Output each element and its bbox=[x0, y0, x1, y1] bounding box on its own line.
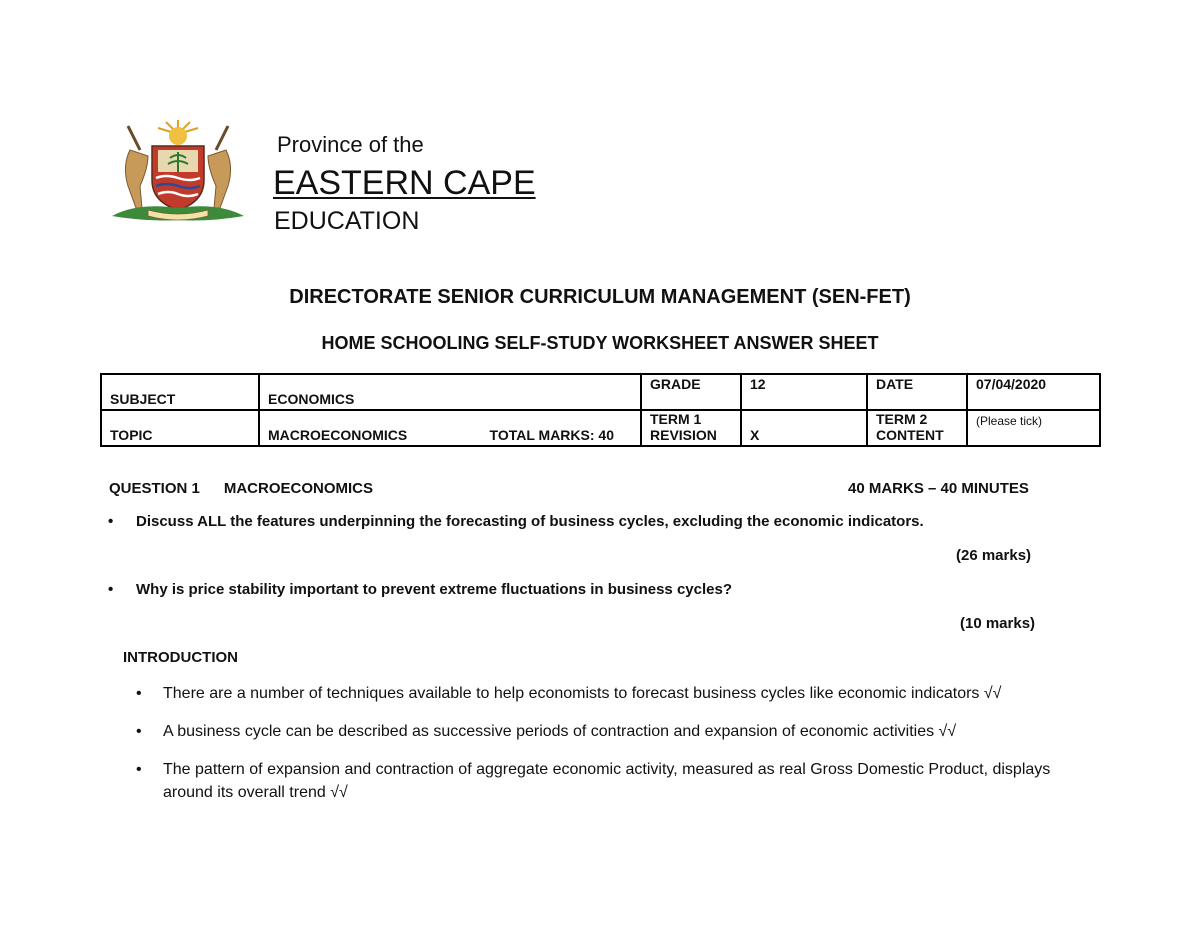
term2-label bbox=[867, 410, 967, 446]
question-item bbox=[108, 513, 924, 530]
topic-cell bbox=[259, 410, 641, 446]
bullet-icon: • bbox=[108, 581, 114, 598]
table-row bbox=[101, 374, 1100, 410]
question-item-marks: (26 marks) bbox=[956, 547, 1032, 564]
bullet-icon: • bbox=[136, 685, 142, 702]
date-value: 07/04/2020 bbox=[967, 374, 1100, 410]
province-line: Province of the bbox=[277, 132, 424, 157]
table-row bbox=[101, 410, 1100, 446]
topic-label: TOPIC bbox=[101, 410, 259, 446]
topic-value: MACROECONOMICS bbox=[268, 427, 408, 443]
list-item-text: There are a number of techniques available to help economists to forecast business cycles like economic indicators √√ bbox=[163, 685, 1002, 702]
list-item-text: The pattern of expansion and contraction of aggregate economic activity, measured as real Gross Domestic Product, displays around its overall trend √√ bbox=[163, 761, 1051, 801]
subject-label: SUBJECT bbox=[101, 374, 259, 410]
introduction-heading: INTRODUCTION bbox=[123, 649, 238, 666]
term1-line1: TERM 1 bbox=[650, 411, 702, 427]
grade-value: 12 bbox=[741, 374, 867, 410]
question-topic: MACROECONOMICS bbox=[223, 480, 374, 497]
department-name: EDUCATION bbox=[274, 207, 420, 235]
date-label: DATE bbox=[867, 374, 967, 410]
worksheet-title: HOME SCHOOLING SELF-STUDY WORKSHEET ANSWER SHEET bbox=[321, 333, 879, 353]
list-item bbox=[136, 758, 1096, 804]
tick-note-cell[interactable] bbox=[967, 410, 1100, 446]
bullet-icon: • bbox=[108, 513, 114, 530]
question-item bbox=[108, 581, 732, 598]
term2-line2: CONTENT bbox=[876, 427, 944, 443]
info-table bbox=[100, 373, 1101, 447]
list-item bbox=[136, 682, 1096, 705]
question-item-text: Why is price stability important to prevent extreme fluctuations in business cycles? bbox=[136, 581, 732, 598]
term1-label bbox=[641, 410, 741, 446]
question-item-text: Discuss ALL the features underpinning the forecasting of business cycles, excluding the economic indicators. bbox=[136, 513, 924, 530]
question-item-marks: (10 marks) bbox=[960, 615, 1036, 632]
subject-value: ECONOMICS bbox=[259, 374, 641, 410]
grade-label: GRADE bbox=[641, 374, 741, 410]
introduction-list bbox=[136, 682, 1096, 819]
term1-line2: REVISION bbox=[650, 427, 717, 443]
list-item bbox=[136, 720, 1096, 743]
total-marks: TOTAL MARKS: 40 bbox=[489, 427, 614, 443]
coat-of-arms-icon bbox=[108, 116, 248, 226]
bullet-icon: • bbox=[136, 761, 142, 778]
list-item-text: A business cycle can be described as successive periods of contraction and expansion of economic activities √√ bbox=[163, 723, 957, 740]
question-marks-time: 40 MARKS – 40 MINUTES bbox=[848, 480, 1029, 497]
bullet-icon: • bbox=[136, 723, 142, 740]
tick-note: (Please tick) bbox=[976, 414, 1043, 428]
term2-line1: TERM 2 bbox=[876, 411, 928, 427]
province-name: EASTERN CAPE bbox=[273, 164, 536, 202]
question-heading bbox=[109, 480, 373, 497]
term1-tick[interactable]: X bbox=[741, 410, 867, 446]
question-number: QUESTION 1 bbox=[109, 480, 200, 497]
directorate-title: DIRECTORATE SENIOR CURRICULUM MANAGEMENT (SEN-FET) bbox=[289, 286, 911, 308]
